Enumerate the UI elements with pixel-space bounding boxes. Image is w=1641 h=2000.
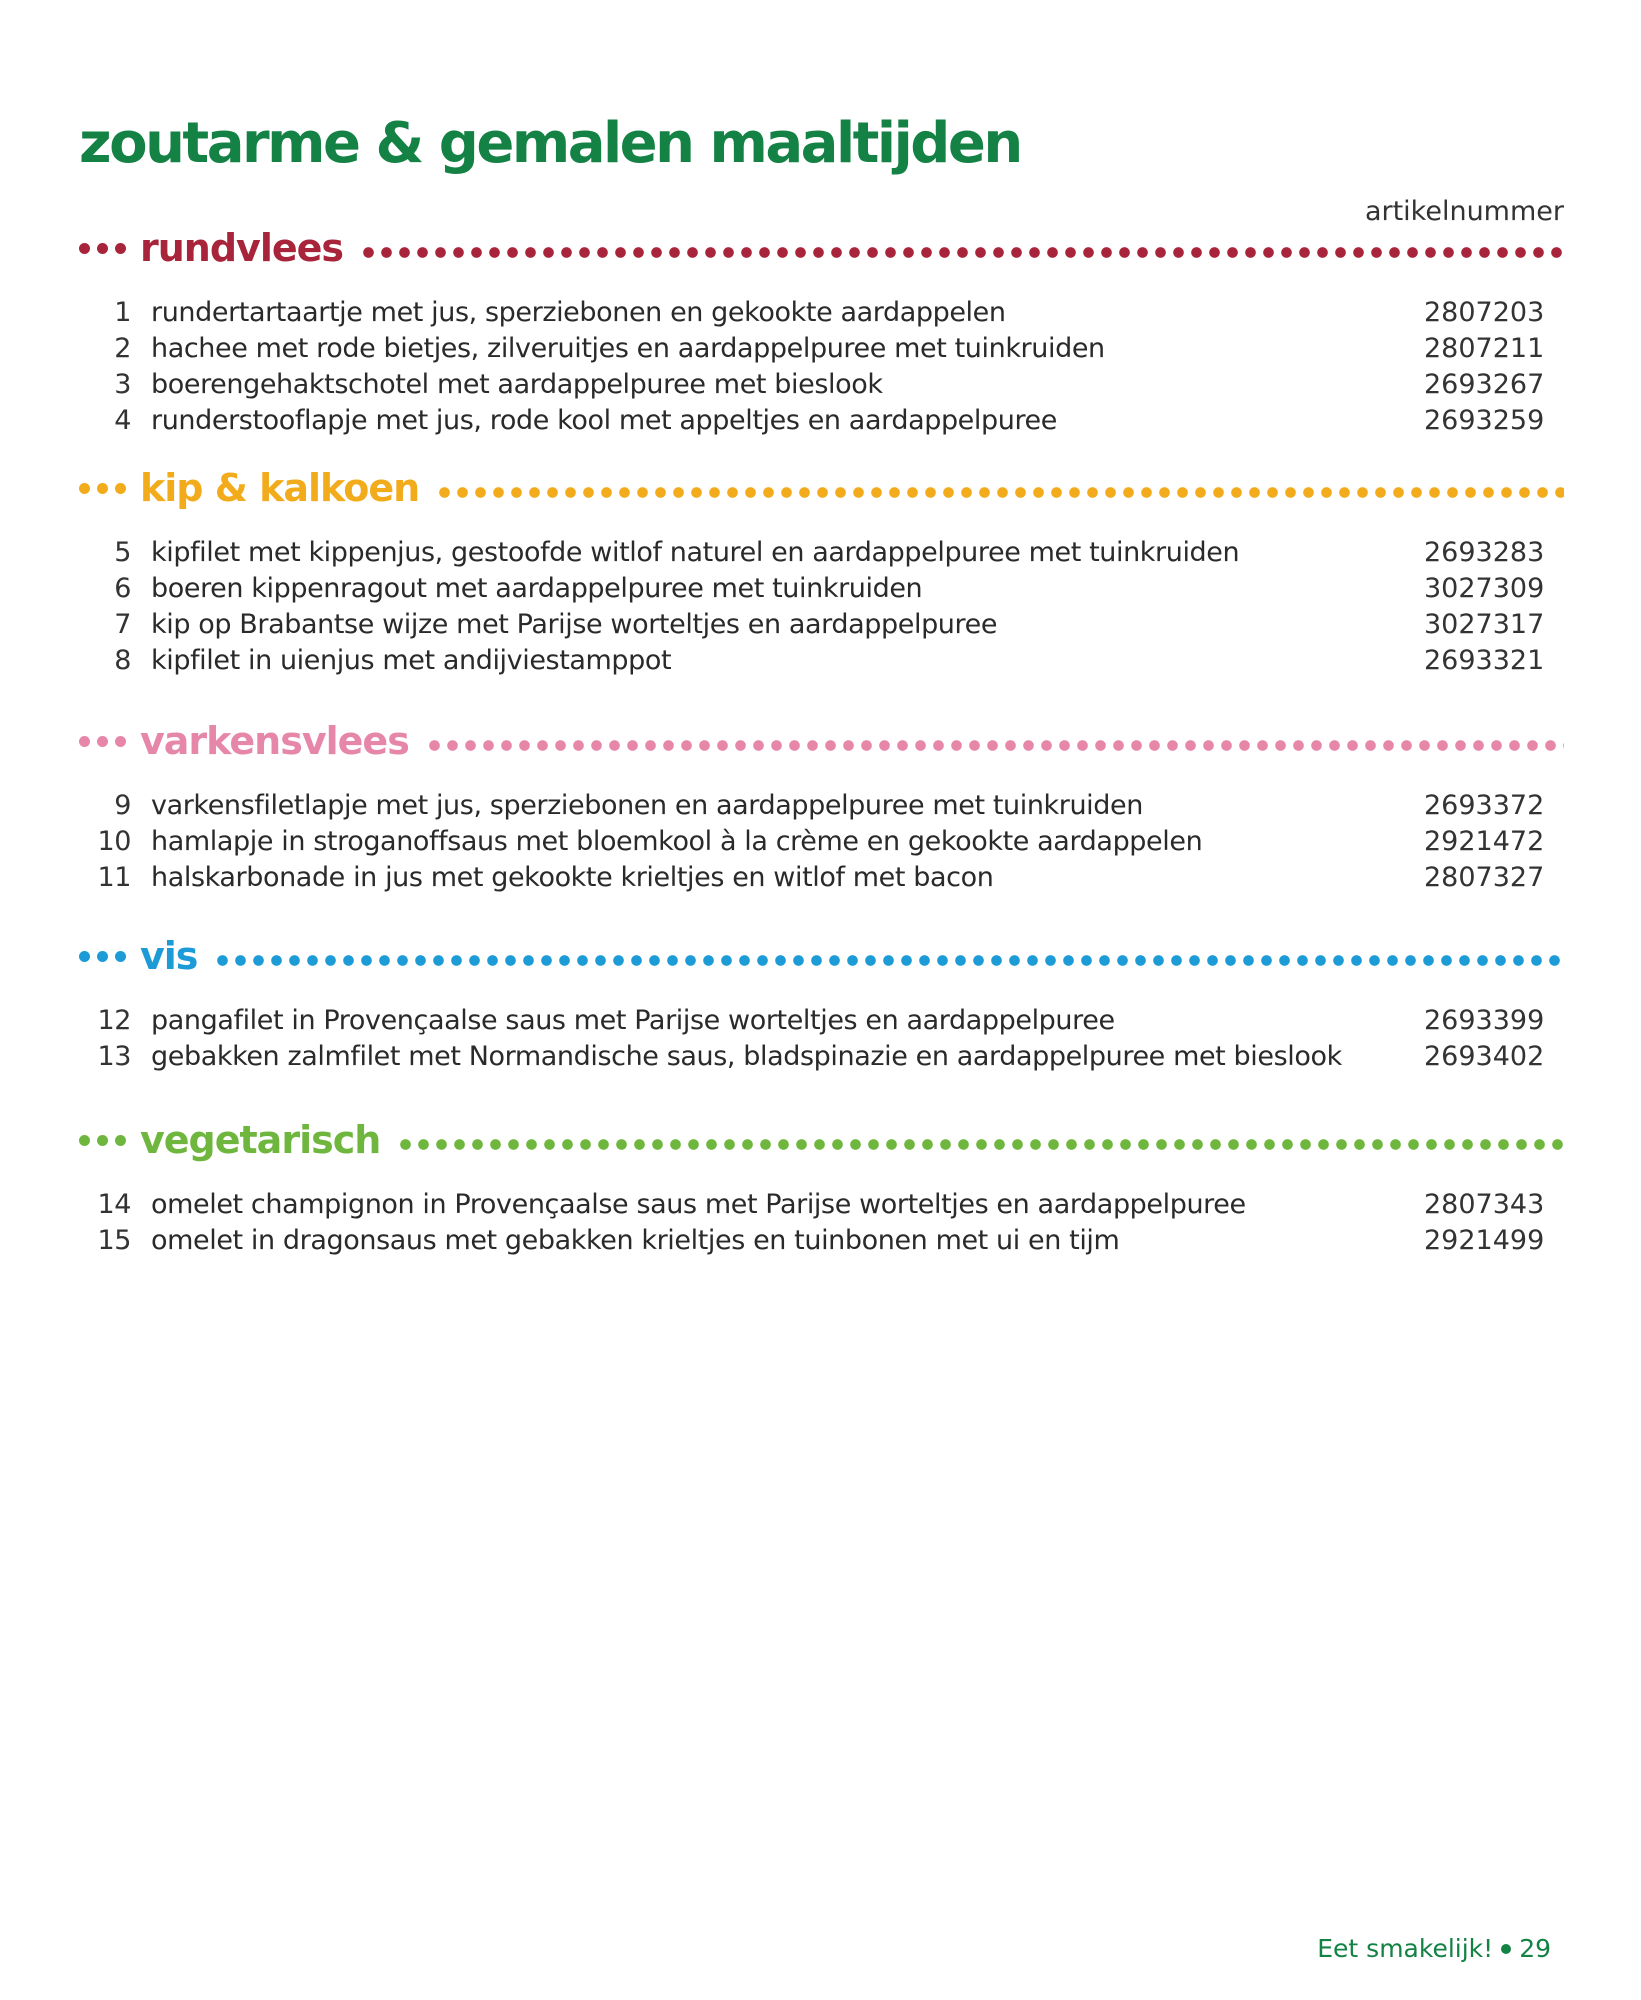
item-name: kipfilet in uienjus met andijviestamppot: [151, 645, 672, 676]
item-name: hamlapje in stroganoffsaus met bloemkool à la crème en gekookte aardappelen: [151, 826, 1203, 857]
article-number: 2807203: [1424, 297, 1545, 328]
item-list: [79, 1189, 1564, 1261]
article-number: 2921499: [1424, 1225, 1545, 1256]
item-name: kip op Brabantse wijze met Parijse worteltjes en aardappelpuree: [151, 609, 998, 640]
bullet-dot-icon: [1501, 1944, 1511, 1954]
list-item: [79, 790, 1564, 826]
list-item: [79, 826, 1564, 862]
list-item: [79, 297, 1564, 333]
item-name: pangafilet in Provençaalse saus met Parijse worteltjes en aardappelpuree: [151, 1005, 1115, 1036]
section-title: kip & kalkoen: [140, 466, 420, 510]
article-number: 2693399: [1424, 1005, 1545, 1036]
leading-dots-icon: [79, 951, 126, 962]
item-number: 9: [114, 790, 131, 821]
section-header: [79, 1115, 1564, 1165]
item-number: 1: [114, 297, 131, 328]
item-name: gebakken zalmfilet met Normandische saus, bladspinazie en aardappelpuree met bieslook: [151, 1041, 1342, 1072]
dotted-divider: [439, 487, 1564, 498]
item-list: [79, 790, 1564, 898]
section-header: [79, 463, 1564, 513]
item-name: runderstooflapje met jus, rode kool met appeltjes en aardappelpuree: [151, 405, 1057, 436]
list-item: [79, 333, 1564, 369]
list-item: [79, 405, 1564, 441]
article-number: 3027309: [1424, 573, 1545, 604]
leading-dots-icon: [79, 243, 126, 254]
item-name: kipfilet met kippenjus, gestoofde witlof naturel en aardappelpuree met tuinkruiden: [151, 537, 1240, 568]
section-rundvlees: [79, 223, 1564, 441]
column-header-article-number: artikelnummer: [1364, 196, 1564, 227]
article-number: 2693372: [1424, 790, 1545, 821]
section-title: rundvlees: [140, 226, 344, 270]
list-item: [79, 537, 1564, 573]
section-header: [79, 223, 1564, 273]
dotted-divider: [429, 740, 1564, 751]
article-number: 2807327: [1424, 862, 1545, 893]
item-name: omelet champignon in Provençaalse saus met Parijse worteltjes en aardappelpuree: [151, 1189, 1246, 1220]
list-item: [79, 1005, 1564, 1041]
item-number: 5: [114, 537, 131, 568]
item-number: 11: [97, 862, 131, 893]
section-title: vis: [140, 934, 198, 978]
section-vis: [79, 931, 1564, 1077]
leading-dots-icon: [79, 736, 126, 747]
item-number: 3: [114, 369, 131, 400]
section-varkensvlees: [79, 716, 1564, 898]
leading-dots-icon: [79, 483, 126, 494]
section-kip-kalkoen: [79, 463, 1564, 681]
list-item: [79, 609, 1564, 645]
item-name: rundertartaartje met jus, sperziebonen en gekookte aardappelen: [151, 297, 1006, 328]
item-name: boeren kippenragout met aardappelpuree met tuinkruiden: [151, 573, 923, 604]
section-title: vegetarisch: [140, 1118, 381, 1162]
list-item: [79, 369, 1564, 405]
section-header: [79, 716, 1564, 766]
article-number: 2807211: [1424, 333, 1545, 364]
item-number: 2: [114, 333, 131, 364]
item-number: 15: [97, 1225, 131, 1256]
item-name: boerengehaktschotel met aardappelpuree met bieslook: [151, 369, 883, 400]
section-title: varkensvlees: [140, 719, 409, 763]
article-number: 2693402: [1424, 1041, 1545, 1072]
footer-text: Eet smakelijk!: [1317, 1934, 1494, 1963]
item-list: [79, 537, 1564, 681]
list-item: [79, 1225, 1564, 1261]
article-number: 2693259: [1424, 405, 1545, 436]
item-name: halskarbonade in jus met gekookte krieltjes en witlof met bacon: [151, 862, 994, 893]
item-list: [79, 1005, 1564, 1077]
article-number: 2807343: [1424, 1189, 1545, 1220]
dotted-divider: [400, 1139, 1564, 1150]
item-number: 10: [97, 826, 131, 857]
item-name: varkensfiletlapje met jus, sperziebonen en aardappelpuree met tuinkruiden: [151, 790, 1143, 821]
item-number: 14: [97, 1189, 131, 1220]
page-footer: [1317, 1934, 1551, 1963]
article-number: 2921472: [1424, 826, 1545, 857]
item-list: [79, 297, 1564, 441]
article-number: 2693267: [1424, 369, 1545, 400]
dotted-divider: [363, 247, 1564, 258]
item-name: omelet in dragonsaus met gebakken krieltjes en tuinbonen met ui en tijm: [151, 1225, 1120, 1256]
article-number: 2693283: [1424, 537, 1545, 568]
article-number: 3027317: [1424, 609, 1545, 640]
list-item: [79, 573, 1564, 609]
list-item: [79, 862, 1564, 898]
item-number: 7: [114, 609, 131, 640]
list-item: [79, 1189, 1564, 1225]
leading-dots-icon: [79, 1135, 126, 1146]
item-number: 8: [114, 645, 131, 676]
section-header: [79, 931, 1564, 981]
item-name: hachee met rode bietjes, zilveruitjes en aardappelpuree met tuinkruiden: [151, 333, 1105, 364]
list-item: [79, 1041, 1564, 1077]
dotted-divider: [217, 955, 1564, 966]
list-item: [79, 645, 1564, 681]
section-vegetarisch: [79, 1115, 1564, 1261]
item-number: 4: [114, 405, 131, 436]
page-number: 29: [1519, 1934, 1551, 1963]
page-title: zoutarme & gemalen maaltijden: [79, 111, 1021, 176]
item-number: 6: [114, 573, 131, 604]
article-number: 2693321: [1424, 645, 1545, 676]
item-number: 13: [97, 1041, 131, 1072]
item-number: 12: [97, 1005, 131, 1036]
